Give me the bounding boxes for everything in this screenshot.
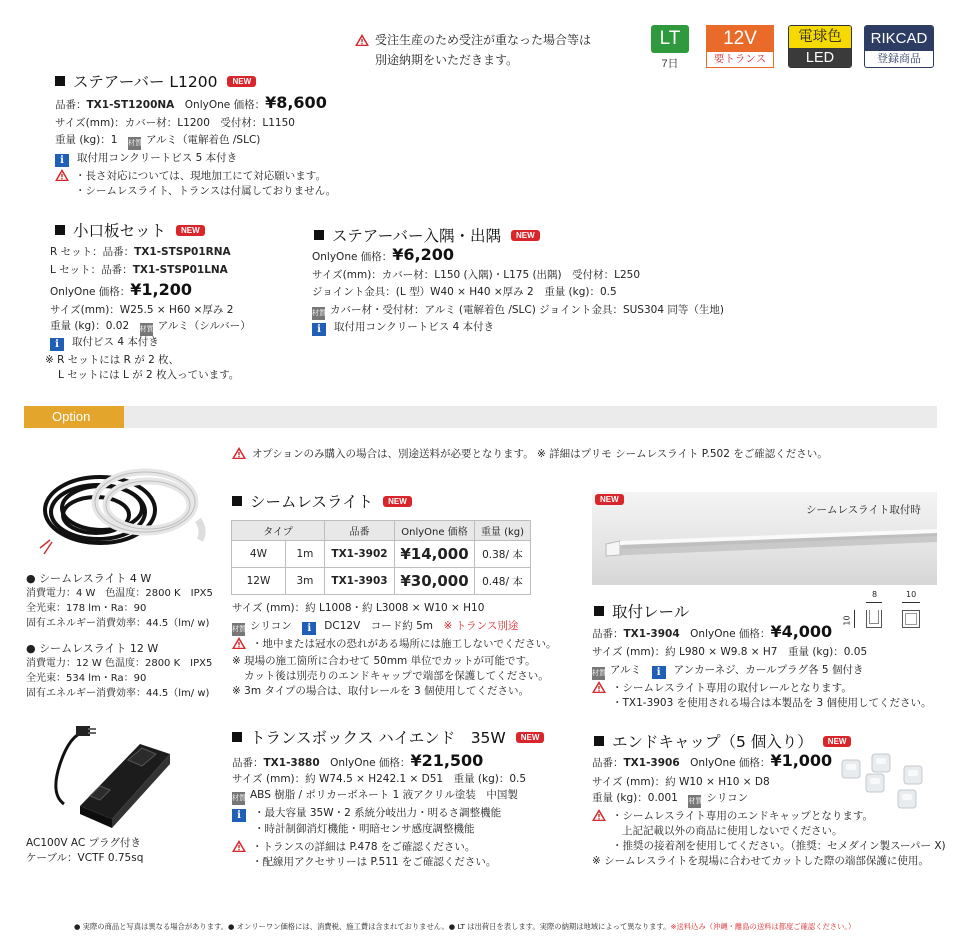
seamless-4w-line-3: 固有エネルギー消費効率：44.5（lm/ w) <box>26 618 210 629</box>
endcap-weight-material <box>592 791 748 808</box>
seamless-12w-specs <box>26 641 212 701</box>
bulb-color-label: 電球色 <box>789 26 851 48</box>
rail-title-text: 取付レール <box>612 603 690 621</box>
kobaita-note <box>45 353 239 383</box>
kobaita-info <box>50 335 159 351</box>
seamless-info: DC12V コード約 5m <box>324 620 434 632</box>
stair-corner-title <box>314 224 540 246</box>
seamless-4w-specs <box>26 571 213 631</box>
notice-line-1: 受注生産のため受注が重なった場合等は <box>375 33 592 47</box>
stair-bar-code-price <box>55 95 327 113</box>
new-badge: NEW <box>595 494 624 505</box>
row-weight: 0.38/ 本 <box>475 541 531 568</box>
seamless-size: サイズ (mm)：約 L1008・約 L3008 × W10 × H10 <box>232 602 485 614</box>
material-icon: 材質 <box>232 623 245 636</box>
dim-width-rail: 8 <box>872 590 878 599</box>
endcap-code: TX1-3906 <box>623 757 680 769</box>
endcap-warn-2: 上記記載以外の商品に使用しないでください。 <box>622 825 843 837</box>
rail-dimension-diagram <box>840 590 930 640</box>
l-set-label: L セット：品番： <box>50 264 133 276</box>
rail-warn-1: ・シームレスライト専用の取付レールとなります。 <box>612 682 852 694</box>
footer-note <box>74 922 855 932</box>
warning-icon <box>55 169 69 181</box>
endcap-size: サイズ (mm)：約 W10 × H10 × D8 <box>592 776 770 788</box>
price-label: OnlyOne 価格： <box>184 99 266 111</box>
code-label: 品番： <box>592 628 624 640</box>
seamless-4w-title: ● シームレスライト 4 W <box>26 572 152 585</box>
kobaita-price-value: ¥1,200 <box>130 280 193 299</box>
dim-width-light: 10 <box>906 590 917 599</box>
dim-height: 10 <box>842 615 852 626</box>
stair-corner-price <box>312 247 454 265</box>
r-set-code: TX1-STSP01RNA <box>134 246 231 258</box>
warning-icon <box>232 447 246 459</box>
seamless-warning <box>232 637 557 652</box>
price-label: OnlyOne 価格： <box>312 251 393 263</box>
price-label: OnlyOne 価格： <box>690 757 771 769</box>
table-row <box>232 568 531 595</box>
voltage-sub: 要トランス <box>713 53 767 65</box>
trans-code: TX1-3880 <box>263 757 320 769</box>
new-badge: NEW <box>227 76 256 87</box>
seamless-12w-line-2: 全光束：534 lm・Ra：90 <box>26 673 147 684</box>
info-icon: i <box>55 154 69 167</box>
seamless-material: シリコン <box>250 620 292 632</box>
kobaita-note-2: L セットには L が 2 枚入っています。 <box>58 369 240 381</box>
option-bar <box>24 406 937 428</box>
warning-icon <box>592 809 606 821</box>
row-length: 3m <box>285 568 324 595</box>
trans-material <box>232 788 518 805</box>
trans-code-price <box>232 753 483 771</box>
header-price: OnlyOne 価格 <box>395 521 475 541</box>
rail-warning <box>592 681 932 711</box>
kobaita-r-set <box>50 245 231 260</box>
warning-icon <box>232 840 246 852</box>
rail-code-price <box>592 624 832 642</box>
trans-size: サイズ (mm)：約 W74.5 × H242.1 × D51 重量 (kg)：0.5 <box>232 773 527 785</box>
rail-size: サイズ (mm)：約 L980 × W9.8 × H7 重量 (kg)：0.05 <box>592 646 868 658</box>
table-row <box>232 541 531 568</box>
seamless-12w-line-1: 消費電力：12 W 色温度：2800 K IPX5 <box>26 658 213 669</box>
stair-corner-material <box>312 303 724 320</box>
trans-warn-2: ・配線用アクセサリーは P.511 をご確認ください。 <box>252 856 497 868</box>
stair-corner-size: サイズ(mm)：カバー材：L150 (入隅)・L175 (出隅) 受付材：L250 <box>312 269 641 281</box>
kobaita-info-text: 取付ビス 4 本付き <box>72 336 159 348</box>
trans-info-2: ・時計制御消灯機能・明暗センサ感度調整機能 <box>254 823 475 835</box>
endcap-price: ¥1,000 <box>770 751 833 770</box>
rail-info: アンカーネジ、カールプラグ各 5 個付き <box>673 664 864 676</box>
stair-bar-weight: 重量 (kg)：1 <box>55 134 118 146</box>
rail-code: TX1-3904 <box>623 628 680 640</box>
row-watt: 4W <box>232 541 286 568</box>
kobaita-l-set <box>50 263 228 278</box>
kobaita-material: アルミ（シルバー） <box>157 320 251 332</box>
lead-time-notice <box>355 30 591 70</box>
new-badge: NEW <box>176 225 205 236</box>
row-price: ¥14,000 <box>395 541 475 568</box>
seamless-12w-title: ● シームレスライト 12 W <box>26 642 159 655</box>
trans-info-1: ・最大容量 35W・2 系統分岐出力・明るさ調整機能 <box>254 807 502 819</box>
rail-price: ¥4,000 <box>770 622 833 641</box>
stair-bar-warning <box>55 169 336 199</box>
trans-box-image <box>30 724 180 834</box>
new-badge: NEW <box>383 496 412 507</box>
row-code: TX1-3902 <box>325 541 395 568</box>
stair-bar-material: アルミ（電解着色 /SLC) <box>145 134 261 146</box>
kobaita-weight-material <box>50 319 251 336</box>
seamless-note-1: ※ 現場の施工箇所に合わせて 50mm 単位でカットが可能です。 <box>232 655 536 667</box>
price-label: OnlyOne 価格： <box>330 757 411 769</box>
r-set-label: R セット：品番： <box>50 246 135 258</box>
info-icon: i <box>302 622 316 635</box>
stair-corner-joint: ジョイント金具：(L 型）W40 × H40 ×厚み 2 重量 (kg)：0.5 <box>312 286 617 298</box>
row-code: TX1-3903 <box>325 568 395 595</box>
trans-warn-1: ・トランスの詳細は P.478 をご確認ください。 <box>252 841 476 853</box>
new-badge: NEW <box>511 230 540 241</box>
info-icon: i <box>652 666 666 679</box>
seamless-install-photo <box>592 492 937 585</box>
row-price: ¥30,000 <box>395 568 475 595</box>
stair-bar-weight-material <box>55 133 260 150</box>
warning-icon <box>232 637 246 649</box>
stair-bar-code: TX1-ST1200NA <box>86 99 175 111</box>
rail-material: アルミ <box>610 664 642 676</box>
endcap-image <box>836 752 936 812</box>
kobaita-size: サイズ(mm)：W25.5 × H60 ×厚み 2 <box>50 304 234 316</box>
kobaita-title <box>55 219 205 241</box>
row-weight: 0.48/ 本 <box>475 568 531 595</box>
endcap-weight: 重量 (kg)：0.001 <box>592 792 678 804</box>
footer-text: ● 実際の商品と写真は異なる場合があります。● オンリーワン価格には、消費税、施工費は含まれておりません。● LT は出荷日を表します。実際の納期は地域によって異なります。 <box>74 922 671 931</box>
rail-illustration <box>592 522 937 562</box>
endcap-material: シリコン <box>706 792 749 804</box>
info-icon: i <box>232 809 246 822</box>
stair-bar-warn-1: ・長さ対応については、現地加工にて対応願います。 <box>75 170 326 182</box>
warning-icon <box>592 681 606 693</box>
stair-bar-info-text: 取付用コンクリートビス 5 本付き <box>77 152 238 164</box>
material-icon: 材質 <box>688 795 701 808</box>
material-icon: 材質 <box>592 667 605 680</box>
kobaita-title-text: 小口板セット <box>73 222 167 240</box>
header-code: 品番 <box>325 521 395 541</box>
stair-bar-title-text: ステアーバー L1200 <box>73 73 218 91</box>
rikcad-label: RIKCAD <box>865 26 933 51</box>
seamless-spec-table <box>231 520 531 595</box>
stair-bar-size: サイズ(mm)：カバー材：L1200 受付材：L1150 <box>55 117 295 129</box>
endcap-code-price <box>592 753 832 771</box>
option-tab: Option <box>24 406 124 428</box>
rail-warn-2: ・TX1-3903 を使用される場合は本製品を 3 個使用してください。 <box>612 697 932 709</box>
rikcad-badge <box>864 25 934 68</box>
seamless-note-3: ※ 3m タイプの場合は、取付レールを 3 個使用してください。 <box>232 685 530 697</box>
option-notice <box>232 447 828 462</box>
seamless-cable-image <box>30 460 215 565</box>
kobaita-price <box>50 282 192 300</box>
stair-bar-warn-2: ・シームレスライト、トランスは付属しておりません。 <box>75 185 337 197</box>
code-label: 品番： <box>592 757 624 769</box>
lt-days: 7日 <box>661 58 679 70</box>
row-watt: 12W <box>232 568 286 595</box>
rail-material-info <box>592 663 863 680</box>
lt-badge: LT <box>651 25 689 53</box>
seamless-notes <box>232 654 549 699</box>
seamless-12w-line-3: 固有エネルギー消費効率：44.5（lm/ w) <box>26 688 210 699</box>
stair-corner-material-text: カバー材・受付材：アルミ (電解着色 /SLC) ジョイント金具：SUS304 同等（生地) <box>330 304 724 316</box>
table-header-row <box>232 521 531 541</box>
price-label: OnlyOne 価格： <box>690 628 771 640</box>
endcap-title <box>594 730 851 752</box>
material-icon: 材質 <box>232 792 245 805</box>
seamless-material-info <box>232 619 518 636</box>
rail-title <box>594 600 689 622</box>
seamless-title-text: シームレスライト <box>250 493 374 511</box>
l-set-code: TX1-STSP01LNA <box>132 264 228 276</box>
material-icon: 材質 <box>128 137 141 150</box>
seamless-title <box>232 490 412 512</box>
seamless-warn-text: ・地中または冠水の恐れがある場所には施工しないでください。 <box>252 638 557 650</box>
endcap-note: ※ シームレスライトを現場に合わせてカットした際の端部保護に使用。 <box>592 855 929 867</box>
endcap-warning <box>592 809 946 854</box>
photo-caption: シームレスライト取付時 <box>806 504 921 516</box>
material-icon: 材質 <box>312 307 325 320</box>
kobaita-weight: 重量 (kg)：0.02 <box>50 320 130 332</box>
trans-material-text: ABS 樹脂 / ポリカーボネート 1 液アクリル塗装 中国製 <box>250 789 518 801</box>
seamless-4w-line-2: 全光束：178 lm・Ra：90 <box>26 603 147 614</box>
price-label: OnlyOne 価格： <box>50 286 131 298</box>
trans-caption-1: AC100V AC プラグ付き <box>26 837 142 849</box>
seamless-note-2: カット後は別売りのエンドキャップで端部を保護してください。 <box>244 670 549 682</box>
header-weight: 重量 (kg) <box>475 521 531 541</box>
kobaita-note-1: ※ R セットには R が 2 枚、 <box>45 354 180 366</box>
voltage-value: 12V <box>707 26 773 52</box>
bulb-color-badge <box>788 25 852 68</box>
new-badge: NEW <box>823 736 852 747</box>
trans-price: ¥21,500 <box>410 751 484 770</box>
trans-separate-note: ※ トランス別途 <box>443 620 519 632</box>
footer-red-text: ※送料込み（沖縄・離島の送料は都度ご確認ください。） <box>670 922 856 931</box>
notice-line-2: 別途納期をいただきます。 <box>375 53 519 67</box>
trans-title <box>232 726 544 748</box>
row-length: 1m <box>285 541 324 568</box>
stair-bar-info <box>55 151 237 167</box>
info-icon: i <box>312 323 326 336</box>
trans-title-text: トランスボックス ハイエンド 35W <box>250 729 506 747</box>
rikcad-sub: 登録商品 <box>877 53 921 65</box>
header-type: タイプ <box>232 521 325 541</box>
trans-info <box>232 806 501 837</box>
trans-caption-2: ケーブル：VCTF 0.75sq <box>26 852 144 864</box>
code-label: 品番： <box>232 757 264 769</box>
new-badge: NEW <box>516 732 545 743</box>
stair-corner-info-text: 取付用コンクリートビス 4 本付き <box>334 321 495 333</box>
voltage-badge <box>706 25 774 68</box>
stair-bar-price: ¥8,600 <box>265 93 327 112</box>
stair-bar-title <box>55 70 256 92</box>
material-icon: 材質 <box>140 323 153 336</box>
led-label: LED <box>789 48 851 68</box>
trans-warning <box>232 840 496 870</box>
endcap-warn-1: ・シームレスライト専用のエンドキャップとなります。 <box>612 810 874 822</box>
code-label: 品番： <box>55 99 87 111</box>
seamless-4w-line-1: 消費電力：4 W 色温度：2800 K IPX5 <box>26 588 213 599</box>
stair-corner-price-value: ¥6,200 <box>392 245 455 264</box>
stair-corner-title-text: ステアーバー入隅・出隅 <box>332 227 501 245</box>
option-notice-text: オプションのみ購入の場合は、別途送料が必要となります。 ※ 詳細はプリモ シームレスライト P.502 をご確認ください。 <box>252 448 828 460</box>
warning-icon <box>355 34 369 46</box>
info-icon: i <box>50 338 64 351</box>
endcap-title-text: エンドキャップ（5 個入り） <box>612 733 813 751</box>
trans-caption <box>26 836 143 866</box>
endcap-warn-3: ・推奨の接着剤を使用してください。（推奨：セメダイン製スーパー X) <box>612 840 946 852</box>
stair-corner-info <box>312 320 494 336</box>
